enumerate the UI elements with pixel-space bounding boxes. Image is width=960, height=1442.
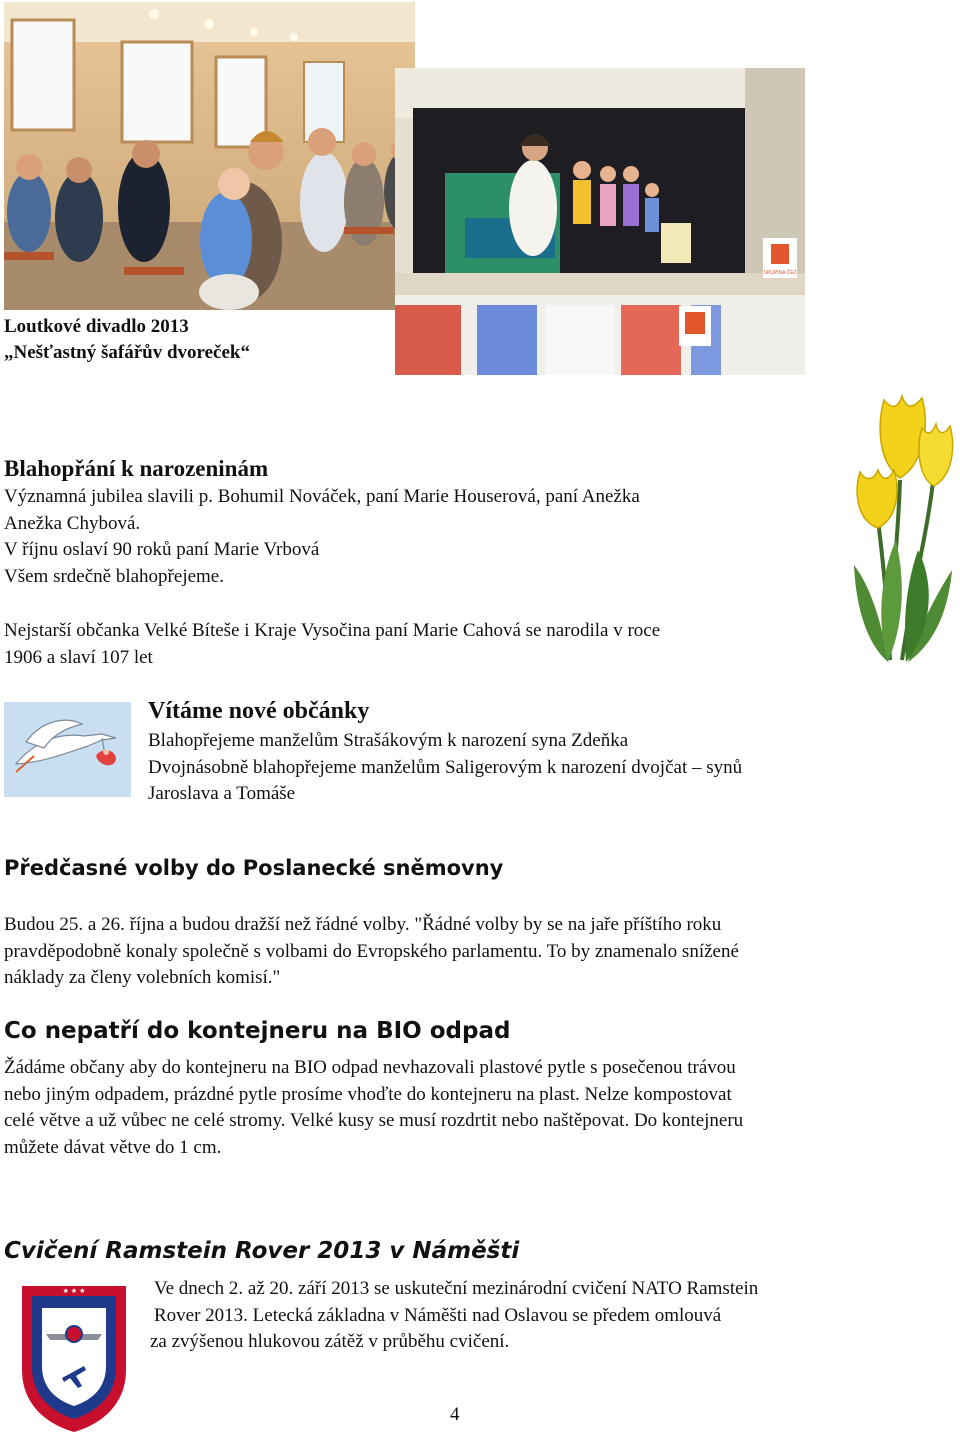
elections-line: pravděpodobně konaly společně s volbami do Evropského parlamentu. To by znamenalo snížené [4,940,739,962]
bio-waste-title: Co nepatří do kontejneru na BIO odpad [4,1018,511,1044]
birthdays-text [4,484,640,590]
oldest-citizen-text [4,618,660,671]
new-citizens-text [148,728,742,808]
new-citizens-line: Dvojnásobně blahopřejeme manželům Saligerovým k narození dvojčat – synů [148,756,743,778]
ramstein-line: Rover 2013. Letecká základna v Náměšti nad Oslavou se předem omlouvá [154,1304,722,1326]
stage-photo [395,68,805,375]
bio-waste-line: celé větve a už vůbec ne celé stromy. Velké kusy se musí rozdrtit nebo naštěpovat. Do kontejneru [4,1110,744,1131]
bio-waste-line: nebo jiným odpadem, prázdné pytle prosíme vhoďte do kontejneru na plast. Nelze kompostovat [4,1083,732,1105]
new-citizens-line: Jaroslava a Tomáše [148,783,296,804]
birthdays-line: V říjnu oslaví 90 roků paní Marie Vrbová [4,539,320,560]
air-base-emblem-icon [12,1278,136,1434]
new-citizens-title: Vítáme nové občánky [148,698,370,724]
puppet-theatre-caption [4,314,250,366]
caption-line-1: Loutkové divadlo 2013 [4,316,189,337]
bio-waste-line: Žádáme občany aby do kontejneru na BIO odpad nevhazovali plastové pytle s posečenou trávou [4,1057,736,1078]
new-citizens-line: Blahopřejeme manželům Strašákovým k narození syna Zdeňka [148,730,629,751]
birthdays-line: Všem srdečně blahopřejeme. [4,565,224,587]
ramstein-text [150,1276,759,1356]
elections-title: Předčasné volby do Poslanecké sněmovny [4,856,504,880]
bio-waste-line: můžete dávat větve do 1 cm. [4,1136,222,1158]
tulips-icon [848,390,960,665]
ramstein-line: za zvýšenou hlukovou zátěž v průběhu cvičení. [150,1331,510,1352]
oldest-line: 1906 a slaví 107 let [4,646,153,668]
stork-icon [4,702,131,797]
birthdays-line: Významná jubilea slavili p. Bohumil Nováček, paní Marie Houserová, paní Anežka [4,486,640,507]
audience-photo [4,2,415,310]
birthdays-title: Blahopřání k narozeninám [4,456,269,481]
ramstein-title: Cvičení Ramstein Rover 2013 v Náměšti [4,1238,520,1264]
oldest-line: Nejstarší občanka Velké Bíteše i Kraje Vysočina paní Marie Cahová se narodila v roce [4,620,661,641]
elections-line: náklady za členy volebních komisí." [4,967,281,988]
stage-banner-text: SKUPINA ČEZ [763,270,797,276]
ramstein-line: Ve dnech 2. až 20. září 2013 se uskuteční mezinárodní cvičení NATO Ramstein [154,1278,759,1299]
caption-line-2: „Nešťastný šafářův dvoreček“ [4,342,250,363]
elections-text [4,912,954,992]
page-number: 4 [450,1404,460,1425]
elections-line: Budou 25. a 26. října a budou dražší než řádné volby. "Řádné volby by se na jaře příštího roku [4,914,722,935]
birthdays-line: Anežka Chybová. [4,512,141,534]
svg-text:★ ★ ★: ★ ★ ★ [62,1288,86,1295]
bio-waste-text [4,1055,954,1161]
